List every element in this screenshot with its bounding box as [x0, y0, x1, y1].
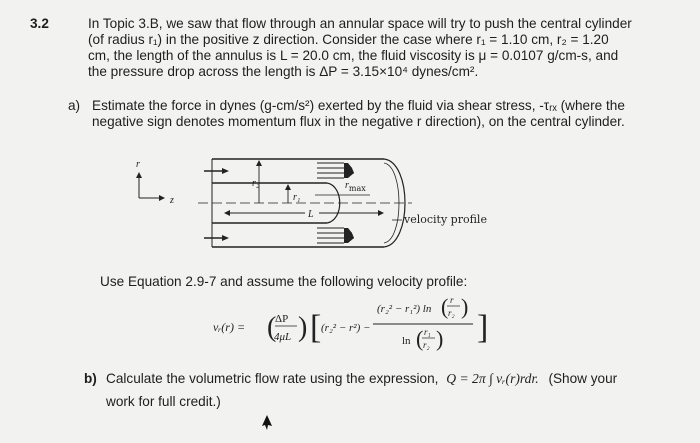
velocity-profile-top: [317, 163, 354, 178]
intro-line-4: the pressure drop across the length is ΔP = 3.15×10⁴ dynes/cm².: [88, 64, 479, 79]
eq-frac-r2-bottom: r₂: [423, 340, 430, 350]
part-b-line-1: [106, 371, 617, 387]
part-b-line-2: work for full credit.): [106, 394, 221, 409]
part-b-label: b): [84, 371, 97, 386]
eq-numerator: (r₂² − r₁²) ln: [377, 303, 432, 315]
part-b-text-end: (Show your: [548, 371, 618, 386]
eq-denominator: ln: [402, 335, 411, 347]
eq-lhs: vᵣ(r) =: [213, 320, 246, 334]
rmax-label: $r_{max}$: [345, 180, 366, 193]
part-b-formula: Q = 2π ∫ vᵣ(r)rdr.: [446, 371, 539, 386]
eq-frac-r: r: [450, 295, 454, 305]
svg-text:(: (: [416, 326, 424, 351]
eq-frac-r2-top: r₂: [448, 308, 455, 318]
intro-line-2: (of radius r₁) in the positive z direction. Consider the case where r₁ = 1.10 cm, r₂ = 1.20: [88, 32, 609, 47]
axis-r-label: r: [136, 159, 140, 170]
svg-text:]: ]: [477, 309, 489, 346]
axis-z-arrowhead: [159, 195, 165, 201]
r1-label: r₁: [293, 192, 301, 203]
svg-text:[: [: [310, 309, 322, 346]
intro-line-1: In Topic 3.B, we saw that flow through an annular space will try to push the central cylinder: [88, 16, 632, 31]
svg-text:(: (: [267, 312, 277, 343]
axis-z-label: z: [170, 195, 174, 206]
svg-text:): ): [298, 312, 308, 343]
eq-frac-r1: r₁: [424, 327, 431, 337]
intro-line-3: cm, the length of the annulus is L = 20.0 cm, the fluid viscosity is μ = 0.0107 g/cm-s, and: [88, 48, 619, 63]
velocity-profile-equation: [205, 290, 495, 360]
part-b-text-start: Calculate the volumetric flow rate using the expression,: [106, 371, 439, 386]
velocity-profile-label: velocity profile: [404, 213, 487, 226]
eq-bracket-term: (r₂² − r²) −: [321, 322, 371, 334]
mouse-cursor-icon: [262, 415, 274, 431]
part-a-label: a): [68, 98, 81, 113]
svg-text:(: (: [441, 294, 449, 319]
problem-number: 3.2: [30, 16, 49, 31]
velocity-profile-bottom: [317, 228, 354, 243]
svg-text:): ): [436, 326, 444, 351]
use-equation-text: Use Equation 2.9-7 and assume the following velocity profile:: [100, 274, 468, 289]
eq-4mul: 4μL: [274, 331, 292, 343]
svg-text:): ): [461, 294, 469, 319]
annulus-flow-diagram: [112, 150, 512, 260]
eq-dp: ΔP: [275, 313, 289, 325]
part-a-line-1: Estimate the force in dynes (g-cm/s²) exerted by the fluid via shear stress, -τᵣₓ (where the: [92, 98, 625, 113]
length-label: L: [308, 209, 314, 220]
part-a-line-2: negative sign denotes momentum flux in the negative r direction), on the central cylinder.: [92, 114, 625, 129]
axis-r-arrowhead: [136, 172, 142, 178]
r2-label: r₂: [252, 178, 260, 189]
